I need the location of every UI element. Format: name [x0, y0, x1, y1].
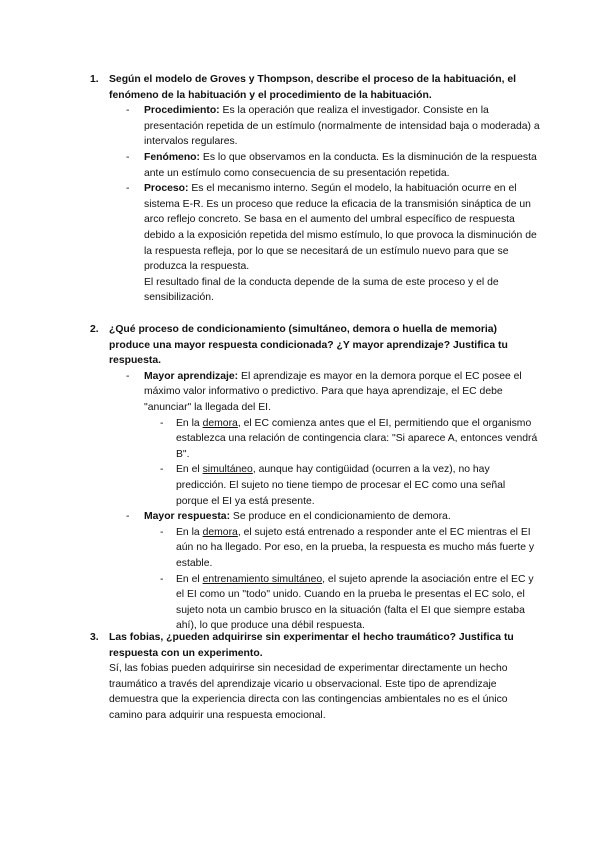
bullet-dash: - — [126, 370, 130, 382]
underlined-term: simultáneo — [202, 464, 253, 476]
sub-list — [144, 416, 540, 510]
bullet-dash: - — [126, 151, 130, 163]
list-item — [126, 150, 540, 181]
question-title: Las fobias, ¿pueden adquirirse sin experimentar el hecho traumático? Justifica tu respuesta con un experimento. — [109, 632, 514, 659]
list-item — [126, 369, 540, 509]
question-1 — [90, 72, 540, 306]
question-number: 3. — [90, 632, 99, 643]
underlined-term: demora — [202, 526, 238, 538]
item-label: Mayor respuesta: — [144, 511, 231, 523]
underlined-term: demora — [202, 417, 238, 429]
item-label: Fenómeno: — [144, 151, 200, 163]
item-extra-paragraph: El resultado final de la conducta depende de la suma de este proceso y el de sensibilización. — [144, 276, 499, 304]
sub-item-text: , el sujeto aprende la asociación entre el EC y el EI como un "todo" unido. Cuando en la prueba le presentas el EC solo, el sujeto nota un cambio brusco en la situación (falta el EI que siempre estaba ahí), lo que produce una débil respuesta. — [176, 573, 534, 632]
sub-item-text: , el EC comienza antes que el EI, permitiendo que el organismo establezca una relación de contingencia clara: "Si aparece A, entonces vendrá B". — [176, 417, 538, 460]
item-text: Es la operación que realiza el investigador. Consiste en la presentación repetida de un estímulo (normalmente de intensidad baja o moderada) a intervalos regulares. — [144, 105, 540, 148]
sub-list-item — [160, 572, 540, 634]
list-item — [126, 103, 540, 150]
list-item — [126, 181, 540, 306]
bullet-dash: - — [126, 105, 130, 117]
bullet-dash: - — [126, 511, 130, 523]
sub-item-text: En la — [176, 526, 203, 538]
sub-list-item — [160, 462, 540, 509]
bullet-dash: - — [126, 183, 130, 195]
answer-paragraph: Sí, las fobias pueden adquirirse sin necesidad de experimentar directamente un hecho traumático a través del aprendizaje vicario u observacional. Este tipo de aprendizaje demuestra que la experiencia directa con las contingencias ambientales no es el único camino para adquirir una respuesta emocional. — [109, 663, 508, 721]
list-item — [126, 509, 540, 634]
underlined-term: entrenamiento simultáneo — [202, 573, 323, 585]
sub-item-text: En la — [176, 417, 203, 429]
bullet-dash: - — [160, 417, 164, 429]
question-number: 2. — [90, 324, 99, 335]
sub-list-item — [160, 416, 540, 463]
question-title: ¿Qué proceso de condicionamiento (simultáneo, demora o huella de memoria) produce una mayor respuesta condicionada? ¿Y mayor aprendizaje? Justifica tu respuesta. — [109, 324, 508, 367]
sub-item-text: En el — [176, 573, 203, 585]
item-text: Se produce en el condicionamiento de demora. — [230, 511, 451, 523]
sub-list — [144, 525, 540, 634]
question-number: 1. — [90, 74, 99, 85]
bullet-dash: - — [160, 573, 164, 585]
bullet-dash: - — [160, 464, 164, 476]
item-label: Procedimiento: — [144, 105, 220, 117]
question-title: Según el modelo de Groves y Thompson, describe el proceso de la habituación, el fenómeno de la habituación y el procedimiento de la habituación. — [109, 74, 517, 101]
item-text: El aprendizaje es mayor en la demora porque el EC posee el máximo valor informativo o predictivo. Para que haya aprendizaje, el EC debe "anunciar" la llegada del EI. — [144, 370, 522, 413]
answer-list — [90, 103, 540, 306]
sub-list-item — [160, 525, 540, 572]
sub-item-text: , el sujeto está entrenado a responder ante el EC mientras el EI aún no ha llegado. Por eso, en la prueba, la respuesta es mucho más fuerte y estable. — [176, 526, 535, 569]
item-text: Es lo que observamos en la conducta. Es la disminución de la respuesta ante un estímulo como consecuencia de su presentación repetida. — [144, 151, 537, 179]
sub-item-text: En el — [176, 464, 203, 476]
answer-list — [90, 369, 540, 634]
question-2 — [90, 322, 540, 634]
item-text: Es el mecanismo interno. Según el modelo, la habituación ocurre en el sistema E-R. Es un proceso que reduce la eficacia de la transmisión sináptica de un arco reflejo concreto. Se basa en el aumento del umbral específico de respuesta debido a la exposición repetida del mismo estímulo, lo que provoca la disminución de la respuesta refleja, por lo que se necesitará de un estímulo nuevo para que se produzca la respuesta. — [144, 183, 537, 273]
question-3 — [90, 630, 540, 724]
item-label: Proceso: — [144, 183, 189, 195]
item-label: Mayor aprendizaje: — [144, 370, 239, 382]
sub-item-text: , aunque hay contigüidad (ocurren a la vez), no hay predicción. El sujeto no tiene tiempo de procesar el EC como una señal porque el EI ya está presente. — [176, 464, 506, 507]
bullet-dash: - — [160, 526, 164, 538]
